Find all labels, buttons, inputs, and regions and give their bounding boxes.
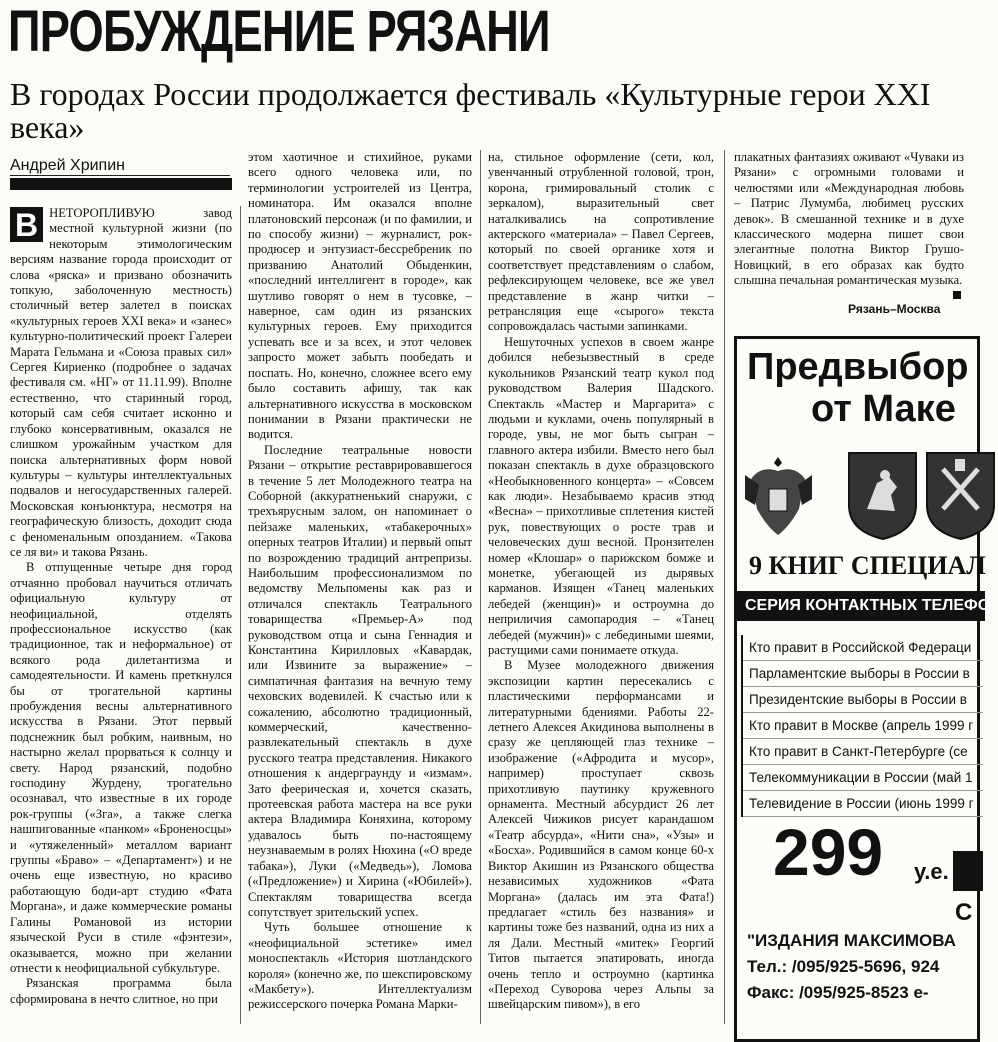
list-item: Кто правит в Москве (апрель 1999 г [743,713,983,739]
ad-letter: С [955,899,973,926]
list-item: Кто правит в Российской Федераци [743,635,983,661]
ad-fax: Факс: /095/925-8523 е- [747,983,929,1002]
list-item: Телевидение в России (июнь 1999 г [743,791,983,817]
paragraph: Чуть большее отношение к «неофициальной эстетике» имел моноспектакль «История шотландского короля» (конечно же, по шекспировскому «Макбету»). Интеллектуализм режиссерского почерка Романа Марки- [248,920,472,1012]
list-item: Телекоммуникации в России (май 1 [743,765,983,791]
end-mark-icon [953,291,961,299]
dateline-place: Рязань–Москва [848,302,941,316]
paragraph: Рязанская программа была сформирована в нечто слитное, но при [10,976,232,1006]
paragraph: плакатных фантазиях оживают «Чуваки из Рязани» с огромными головами и челюстями или «Международная любовь – Патрис Лумумба, любимец русских девок». В смешанной технике и в духе классического модерна пишет свои элегантные полотна Виктор Грушо-Новицкий, в его образах как будто слышна печальная романтическая музыка. [734,150,964,288]
ad-books-heading: 9 КНИГ СПЕЦИАЛ [749,551,986,580]
article-column-1 [10,206,232,1024]
paragraph: НЕТОРОПЛИВУЮ завод местной культурной жизни (по некоторым этимологическим версиям название города происходит от слова «ряска» и призвано обозначить топкую, заболоченную местность) столичный ветер залетел в поисках «культурных героев XXI века» и «занес» культурно-политический проект Галереи Марата Гельмана и «Союза правых сил» Сергея Кириенко (подробнее о задачах фестиваля см. «НГ» от 11.11.99). Вполне естественно, что старинный город, который сам себя считает исконно и глубоко консервативным, оказался не слишком урожайным участком для поиска альтернативных форм новой культуры – культуры интеллектуальных подвалов и негосударственных галерей. Московская конъюнктура, несмотря на географическую близость, доходит сюда с феноменальным опозданием. «Такова се ля ви» и такова Рязань. [10,206,232,559]
ad-book-list [741,635,983,817]
price-box-icon [953,851,983,891]
column-rule [724,150,725,1024]
list-item: Парламентские выборы в России в [743,661,983,687]
author-byline: Андрей Хрипин [10,157,230,176]
paragraph: Нешуточных успехов в своем жанре добился небезызвестный в среде кукольников Рязанский театр кукол под руководством Валерия Шадского. Спектакль «Мастер и Маргарита» с людьми и куклами, очень популярный в городе, увы, не мог быть сыгран – главного актера избили. Вместо него был показан спектакль в духе образцовского «Необыкновенного концерта» – «Совсем как люди». Незабываемо красив этюд «Весна» – прихотливые сплетения кистей рук, повествующих о росте трав и человеческих душ весной. Пронзителен номер «Клошар» о парижском бомже и монетке, убегающей из дырявых карманов. Изящен «Танец маленьких лебедей (женщин)» и остроумна до неприличия самопародия – «Танец лебедей (мужчин)» с лебедиными шеями, растущими сами понимаете откуда. [488,334,714,657]
byline-bar [10,178,232,190]
paragraph: на, стильное оформление (сети, кол, увенчанный отрубленной головой, трон, корона, гримировальный столик с зеркалом), выразительный свет наталкивались на сопротивление актерского «материала» – Павел Сергеев, который по своей органике хотя и соответствует представлениям о слабом, рефлексирующем человеке, все же увел представление в жанр читки – ретрансляция еще «сырого» текста сопровождалась частыми запинками. [488,150,714,334]
paragraph: В Музее молодежного движения экспозиции картин пересекались с пластическими перформансами и литературными бдениями. Работы 22-летнего Алексея Акидинова выполнены в сразу же цепляющей глаз технике – изображение («Афродита и мусор», например) проступает сквозь прихотливую паутинку кружевного орнамента. Местный абсурдист 26 лет Алексей Чижиков рисует карандашом «Театр абсурда», «Нити сна», «Узы» и «Босха». Родившийся в самом конце 60-х Виктор Акишин из Рязанского общества независимых художников «Фата Моргана» (далась им эта Фата!) предлагает «стиль без названия» и картины тоже без названий, одна из них а ля Дали. Местный «митек» Георгий Титов пытается эпатировать, иногда очень тепло и остроумно (картинка «Переход Суворова через Альпы за швейцарским пивом»), в его [488,658,714,1012]
subtitle: В городах России продолжается фестиваль «Культурные герои XXI века» [10,76,931,145]
ad-price-unit: у.е. [914,859,949,884]
moscow-coat-of-arms-icon [845,449,920,541]
russian-eagle-emblem-icon [741,449,816,541]
headline: ПРОБУЖДЕНИЕ РЯЗАНИ [8,0,550,64]
list-item: Кто правит в Санкт-Петербурге (се [743,739,983,765]
ad-title-line1: Предвыбор [747,346,969,388]
advertisement [734,336,991,1042]
ad-phone: Тел.: /095/925-5696, 924 [747,957,940,976]
article-column-3 [488,150,714,1024]
column-rule [480,150,481,1024]
list-item: Президентские выборы в России в [743,687,983,713]
ad-price: 299 [773,815,884,889]
column-rule [240,206,241,1024]
article-column-2 [248,150,472,1024]
spb-coat-of-arms-icon [923,449,998,541]
article-column-4 [734,150,964,295]
paragraph: этом хаотичное и стихийное, руками всего одного человека или, по терминологии устроителей из Центра, номинатора. Им оказался вполне платоновский персонаж (и по фамилии, и по способу жизни) – журналист, рок-продюсер и энтузиаст-бессребреник по призванию Анатолий Обыденкин, «последний интеллигент в городе», как шутливо говорят о нем в тусовке, – наверное, сам один из рязанских культурных героев. Ему приходится успевать все и за всех, и этот человек запросто может забыть пообедать и поспать. Но, конечно, сложнее всего ему было составить афишу, так как альтернативного искусства в московском понимании в Рязани практически не водится. [248,150,472,442]
ad-title-line2: от Маке [811,388,956,430]
paragraph: В отпущенные четыре дня город отчаянно пробовал научиться отличать официальную культуру от неофициальной, отделять профессиональное искусство (как традиционное, так и неформальное) от всякого рода дилетантизма и самодеятельности. И камень преткнулся бы от трогательной картины пробуждения весны альтернативного искусства в Рязани. Этот первый подснежник был робким, наивным, но настырно желал прорваться к солнцу и свету. Народ рязанский, подобно господину Журдену, трогательно осознавал, что известные в их городе рок-группы («Зга», а также слегка нашпигованные «панком» «Броненосцы» и «утяжеленный» металлом вариант группы «Браво» – «Департамент») и не очень еще известную, но красиво работающую боди-арт студию «Фата Моргана», и даже коммерческие романы Галины Романовой из истории языческой Руси в стиле «фэнтези», оказывается, можно при желании отнести к неофициальной субкультуре. [10,560,232,975]
ad-series-bar: СЕРИЯ КОНТАКТНЫХ ТЕЛЕФО [737,591,985,621]
paragraph: Последние театральные новости Рязани – открытие реставрировавшегося в течение 5 лет Молодежного театра на Соборной (аккуратненький снаружи, с трехъярусным залом, он напоминает о пейзаже маленьких, «табакерочных» оперных театров Италии) и первый опыт по возрождению традиций антрепризы. Наибольшим профессионализмом по ведомству Мельпомены как раз и отличался спектакль Театрального товарищества «Премьер-А» под руководством отца и сына Геннадия и Константина Кирилловых «Кавардак, или Извините за выражение» – симпатичная фантазия на вечную тему чеховских водевилей. К счастью или к сожалению, абсолютно традиционный, коммерческий, качественно-развлекательный спектакль в духе русского театра представления. Никакого отношения к андерграунду и «измам». Зато феерическая и, хочется сказать, протеевская работа мастера на все руки актера Владимира Коняхина, которому удавалось быть по-настоящему неузнаваемым в ролях Нюхина («О вреде табака»), Луки («Медведь»), Ломова («Предложение») и Хирина («Юбилей»). Спектаклям товарищества всегда сопутствует зрительский успех. [248,442,472,919]
ad-publisher: "ИЗДАНИЯ МАКСИМОВА [747,931,956,950]
drop-cap: В [10,207,43,242]
